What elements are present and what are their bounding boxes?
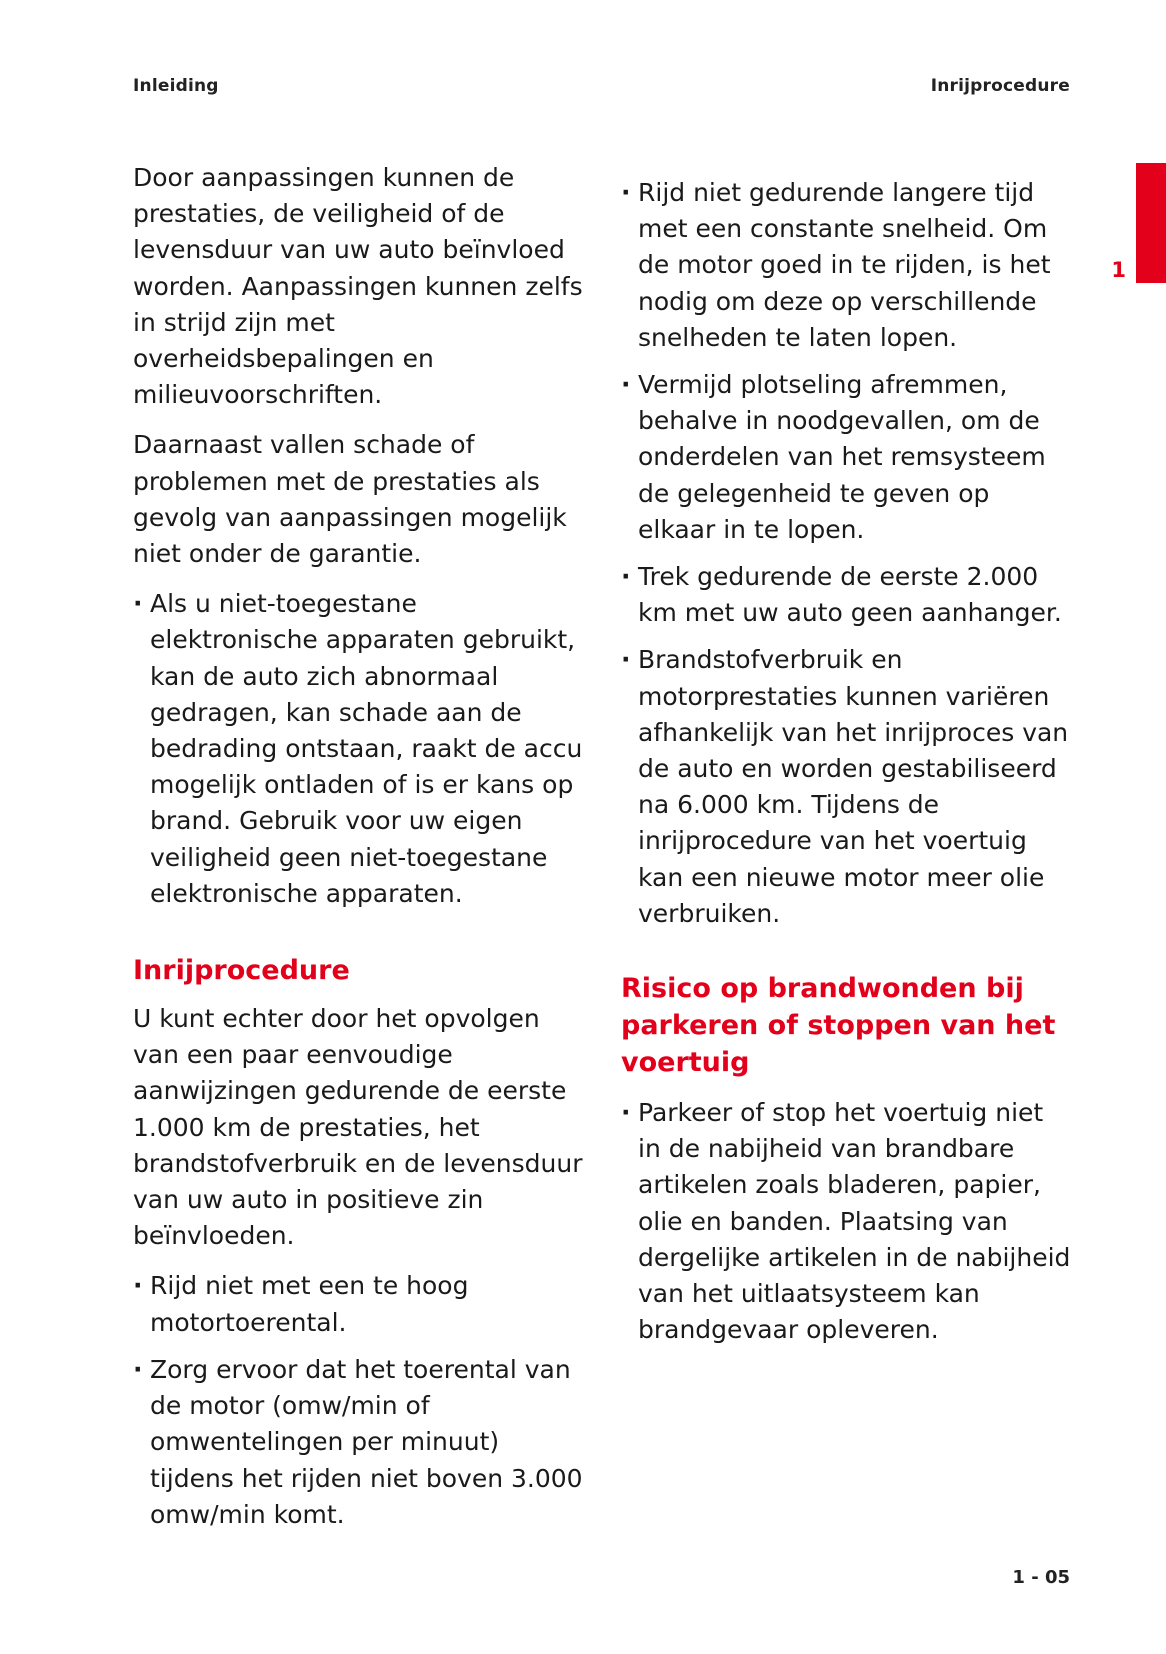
page-number: 1 - 05 (1012, 1567, 1070, 1588)
list-item: · Vermijd plotseling afremmen, behalve in noodgevallen, om de onderdelen van het remsysteem de gelegenheid te geven op elkaar in te lopen. (621, 367, 1071, 548)
list-item: · Rijd niet gedurende langere tijd met een constante snelheid. Om de motor goed in te rijden, is het nodig om deze op verschillende snelheden te laten lopen. (621, 175, 1071, 356)
list-item: · Rijd niet met een te hoog motortoerental. (133, 1268, 583, 1340)
chapter-tab (1136, 163, 1166, 283)
chapter-number: 1 (1111, 258, 1126, 282)
list-item: · Zorg ervoor dat het toerental van de motor (omw/min of omwentelingen per minuut) tijdens het rijden niet boven 3.000 omw/min komt. (133, 1352, 583, 1533)
break-in-bullet-list-continued (621, 175, 1071, 932)
warranty-paragraph: Daarnaast vallen schade of problemen met de prestaties als gevolg van aanpassingen mogelijk niet onder de garantie. (133, 430, 567, 569)
list-item: · Als u niet-toegestane elektronische apparaten gebruikt, kan de auto zich abnormaal gedragen, kan schade aan de bedrading ontstaan, raakt de accu mogelijk ontladen of is er kans op brand. Gebruik voor uw eigen veiligheid geen niet-toegestane elektronische apparaten. (133, 586, 583, 912)
list-item: · Parkeer of stop het voertuig niet in de nabijheid van brandbare artikelen zoals bladeren, papier, olie en banden. Plaatsing van dergelijke artikelen in de nabijheid van het uitlaatsysteem kan brandgevaar opleveren. (621, 1095, 1071, 1348)
list-item: · Trek gedurende de eerste 2.000 km met uw auto geen aanhanger. (621, 559, 1071, 631)
break-in-paragraph: U kunt echter door het opvolgen van een paar eenvoudige aanwijzingen gedurende de eerste 1.000 km de prestaties, het brandstofverbruik en de levensduur van uw auto in positieve zin beïnvloeden. (133, 1004, 583, 1251)
list-item: · Brandstofverbruik en motorprestaties kunnen variëren afhankelijk van het inrijproces van de auto en worden gestabiliseerd na 6.000 km. Tijdens de inrijprocedure van het voertuig kan een nieuwe motor meer olie verbruiken. (621, 642, 1071, 932)
intro-paragraph: Door aanpassingen kunnen de prestaties, de veiligheid of de levensduur van uw auto beïnvloed worden. Aanpassingen kunnen zelfs in strijd zijn met overheidsbepalingen en milieuvoorschriften. (133, 163, 583, 410)
burn-risk-bullet-list (621, 1095, 1071, 1348)
running-header-right: Inrijprocedure (930, 76, 1070, 96)
section-heading-inrijprocedure: Inrijprocedure (133, 955, 350, 987)
left-column (133, 160, 583, 1547)
running-header-left: Inleiding (133, 76, 219, 96)
section-heading-burn-risk: Risico op brandwonden bij parkeren of stoppen van het voertuig (621, 973, 1056, 1079)
break-in-bullet-list (133, 1268, 583, 1532)
right-column (621, 175, 1071, 1362)
electronics-bullet-list (133, 586, 583, 912)
